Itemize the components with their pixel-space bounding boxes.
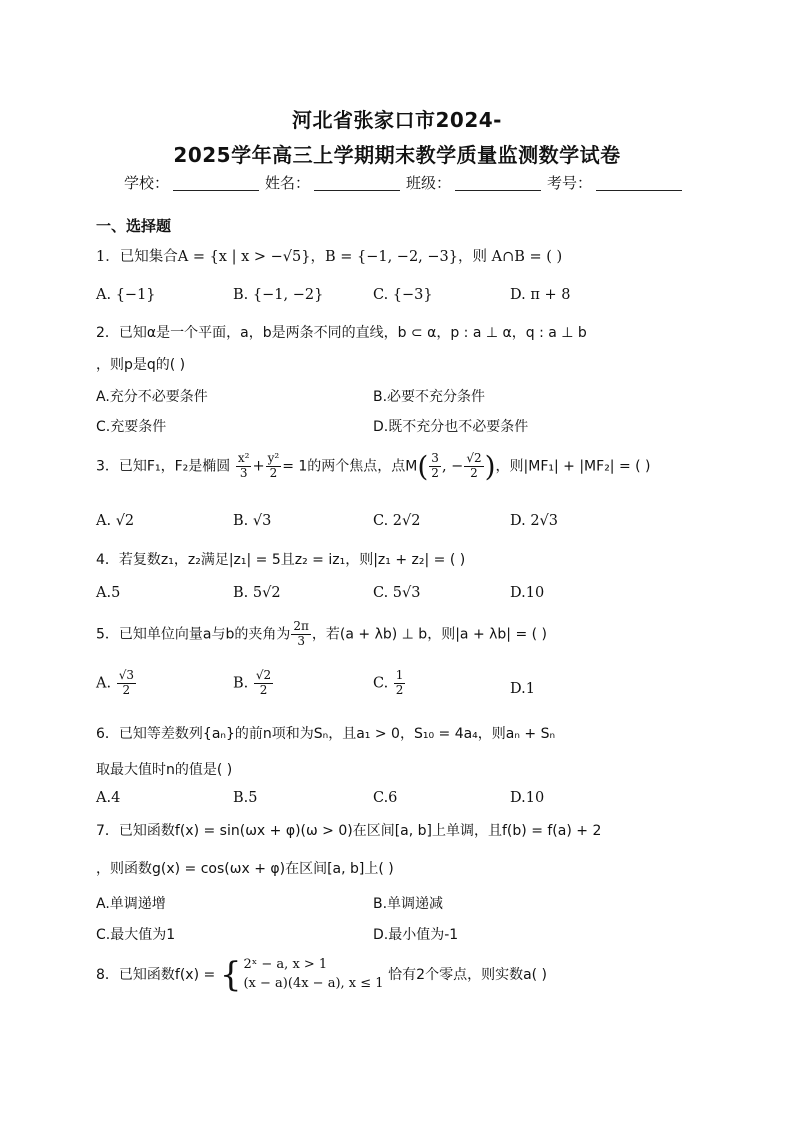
exam-title-line1: 河北省张家口市2024- — [292, 108, 502, 132]
question-1-option-d: D. π + 8 — [510, 287, 571, 303]
question-7-option-a: A.单调递增 — [96, 896, 166, 912]
piecewise-brace: { — [219, 954, 242, 995]
id-blank[interactable] — [596, 176, 682, 191]
question-2-option-c: C.充要条件 — [96, 419, 167, 435]
question-7-stem-line2: ，则函数g(x) = cos(ωx + φ)在区间[a, b]上( ) — [96, 861, 394, 877]
question-2-option-b: B.必要不充分条件 — [373, 389, 486, 405]
question-6-option-c: C.6 — [373, 790, 398, 806]
question-2-option-d: D.既不充分也不必要条件 — [373, 419, 529, 435]
ellipse-y-term: $\frac{\text{y²}}{2}$ — [267, 451, 280, 480]
question-7-option-d: D.最小值为-1 — [373, 927, 459, 943]
question-5-option-a: A. $\frac{√3}{2}$ — [96, 668, 134, 697]
question-4-option-b: B. 5√2 — [233, 585, 281, 601]
question-7-option-c: C.最大值为1 — [96, 927, 176, 943]
question-3-option-a: A. √2 — [96, 513, 135, 529]
ellipse-x-term: $\frac{\text{x²}}{3}$ — [237, 451, 250, 480]
question-8-stem: 8．已知函数f(x) = { 2ˣ − a, x > 1 (x − a)(4x − a), x ≤ 1 恰有2个零点，则实数a( ) — [96, 954, 548, 995]
question-3-stem: 3．已知F₁，F₂是椭圆 $\frac{\text{x²}}{3}$ + $\frac{\text{y²}}{2}$ = 1的两个焦点，点M( $\frac{3}{2}$ , − $\frac{√2}{2}$ )，则|MF₁| + |MF₂| = ( ) — [96, 450, 651, 483]
exam-title-line2: 2025学年高三上学期期末教学质量监测数学试卷 — [173, 143, 621, 167]
question-1-option-c: C. {−3} — [373, 287, 433, 303]
question-4-stem: 4．若复数z₁，z₂满足|z₁| = 5且z₂ = iz₁，则|z₁ + z₂| = ( ) — [96, 552, 466, 568]
piecewise-cases: 2ˣ − a, x > 1 (x − a)(4x − a), x ≤ 1 — [243, 957, 384, 991]
question-4-option-d: D.10 — [510, 585, 545, 601]
name-blank[interactable] — [314, 176, 400, 191]
question-6-stem-line2: 取最大值时n的值是( ) — [96, 762, 233, 778]
question-6-option-a: A.4 — [96, 790, 121, 806]
school-blank[interactable] — [173, 176, 259, 191]
question-2-option-a: A.充分不必要条件 — [96, 389, 208, 405]
question-1-option-a: A. {−1} — [96, 287, 156, 303]
question-6-option-b: B.5 — [233, 790, 258, 806]
question-1-stem: 1．已知集合A = {x | x > −√5}，B = {−1, −2, −3}，则 A∩B = ( ) — [96, 249, 563, 265]
question-6-option-d: D.10 — [510, 790, 545, 806]
id-label: 考号： — [547, 174, 593, 192]
student-info-row — [124, 172, 688, 193]
section-title: 一、选择题 — [96, 217, 172, 235]
question-2-stem-line1: 2．已知α是一个平面，a，b是两条不同的直线，b ⊂ α，p : a ⊥ α，q : a ⊥ b — [96, 325, 587, 341]
class-label: 班级： — [406, 174, 452, 192]
question-7-stem-line1: 7．已知函数f(x) = sin(ωx + φ)(ω > 0)在区间[a, b]上单调，且f(b) = f(a) + 2 — [96, 823, 602, 839]
school-label: 学校： — [124, 174, 170, 192]
question-7-option-b: B.单调递减 — [373, 896, 444, 912]
question-4-option-a: A.5 — [96, 585, 121, 601]
question-4-option-c: C. 5√3 — [373, 585, 421, 601]
name-label: 姓名： — [265, 174, 311, 192]
question-5-option-c: C. $\frac{1}{2}$ — [373, 668, 404, 697]
question-2-stem-line2: ，则p是q的( ) — [96, 357, 186, 373]
point-m-x: $\frac{3}{2}$ — [431, 451, 439, 480]
question-3-option-b: B. √3 — [233, 513, 272, 529]
question-1-option-b: B. {−1, −2} — [233, 287, 324, 303]
point-m-y: $\frac{√2}{2}$ — [466, 451, 482, 480]
angle-fraction: $\frac{2\pi}{3}$ — [293, 619, 309, 648]
question-5-stem: 5．已知单位向量a与b的夹角为 $\frac{2\pi}{3}$ ，若(a + λb) ⊥ b，则|a + λb| = ( ) — [96, 619, 548, 648]
question-5-option-d: D.1 — [510, 681, 535, 697]
class-blank[interactable] — [455, 176, 541, 191]
question-5-option-b: B. $\frac{√2}{2}$ — [233, 668, 272, 697]
question-3-option-c: C. 2√2 — [373, 513, 421, 529]
question-6-stem-line1: 6．已知等差数列{aₙ}的前n项和为Sₙ，且a₁ > 0，S₁₀ = 4a₄，则aₙ + Sₙ — [96, 726, 556, 742]
question-3-option-d: D. 2√3 — [510, 513, 559, 529]
